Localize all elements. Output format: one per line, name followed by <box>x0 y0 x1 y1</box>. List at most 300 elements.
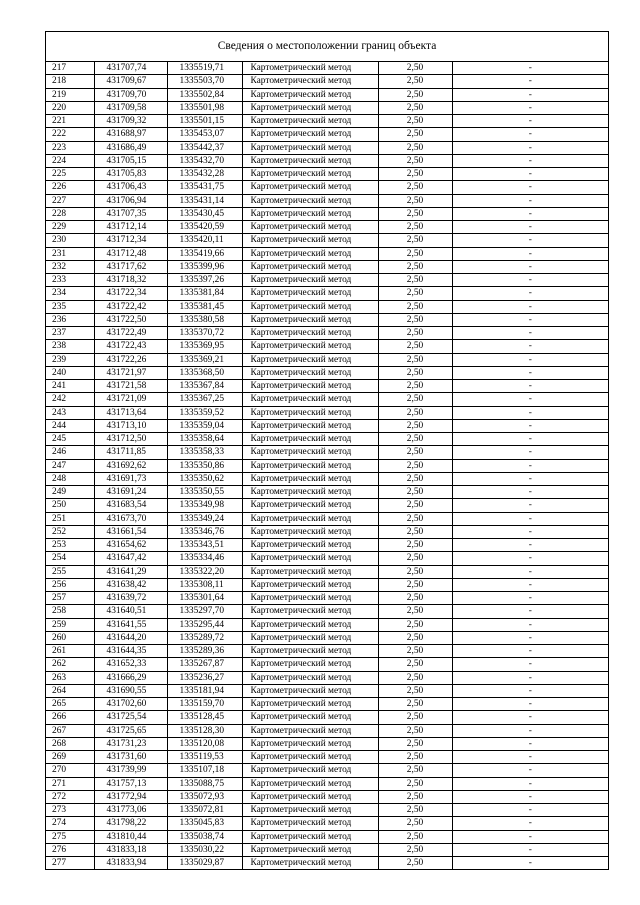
point-number-cell: 271 <box>46 777 94 790</box>
y-coordinate-cell: 1335420,11 <box>167 234 242 247</box>
method-cell: Картометрический метод <box>242 857 378 870</box>
point-number-cell: 250 <box>46 499 94 512</box>
method-cell: Картометрический метод <box>242 274 378 287</box>
x-coordinate-cell: 431712,50 <box>94 433 167 446</box>
description-cell: - <box>452 671 608 684</box>
accuracy-cell: 2,50 <box>378 790 452 803</box>
point-number-cell: 253 <box>46 539 94 552</box>
accuracy-cell: 2,50 <box>378 393 452 406</box>
method-cell: Картометрический метод <box>242 605 378 618</box>
table-row <box>46 684 608 697</box>
method-cell: Картометрический метод <box>242 313 378 326</box>
y-coordinate-cell: 1335128,30 <box>167 724 242 737</box>
method-cell: Картометрический метод <box>242 671 378 684</box>
point-number-cell: 274 <box>46 817 94 830</box>
method-cell: Картометрический метод <box>242 790 378 803</box>
y-coordinate-cell: 1335501,98 <box>167 101 242 114</box>
accuracy-cell: 2,50 <box>378 764 452 777</box>
y-coordinate-cell: 1335502,84 <box>167 88 242 101</box>
accuracy-cell: 2,50 <box>378 552 452 565</box>
description-cell: - <box>452 327 608 340</box>
y-coordinate-cell: 1335369,21 <box>167 353 242 366</box>
table-row <box>46 101 608 114</box>
table-row <box>46 221 608 234</box>
y-coordinate-cell: 1335128,45 <box>167 711 242 724</box>
y-coordinate-cell: 1335370,72 <box>167 327 242 340</box>
point-number-cell: 222 <box>46 128 94 141</box>
description-cell: - <box>452 777 608 790</box>
table-row <box>46 327 608 340</box>
method-cell: Картометрический метод <box>242 751 378 764</box>
x-coordinate-cell: 431709,67 <box>94 75 167 88</box>
accuracy-cell: 2,50 <box>378 419 452 432</box>
x-coordinate-cell: 431654,62 <box>94 539 167 552</box>
accuracy-cell: 2,50 <box>378 287 452 300</box>
method-cell: Картометрический метод <box>242 207 378 220</box>
table-row <box>46 618 608 631</box>
description-cell: - <box>452 207 608 220</box>
point-number-cell: 241 <box>46 380 94 393</box>
table-row <box>46 578 608 591</box>
x-coordinate-cell: 431709,32 <box>94 115 167 128</box>
x-coordinate-cell: 431722,34 <box>94 287 167 300</box>
x-coordinate-cell: 431707,74 <box>94 62 167 75</box>
y-coordinate-cell: 1335358,64 <box>167 433 242 446</box>
point-number-cell: 219 <box>46 88 94 101</box>
x-coordinate-cell: 431638,42 <box>94 578 167 591</box>
point-number-cell: 221 <box>46 115 94 128</box>
description-cell: - <box>452 751 608 764</box>
method-cell: Картометрический метод <box>242 499 378 512</box>
x-coordinate-cell: 431713,64 <box>94 406 167 419</box>
accuracy-cell: 2,50 <box>378 539 452 552</box>
table-row <box>46 287 608 300</box>
description-cell: - <box>452 804 608 817</box>
accuracy-cell: 2,50 <box>378 804 452 817</box>
table-row <box>46 340 608 353</box>
accuracy-cell: 2,50 <box>378 221 452 234</box>
x-coordinate-cell: 431717,62 <box>94 260 167 273</box>
accuracy-cell: 2,50 <box>378 671 452 684</box>
y-coordinate-cell: 1335432,70 <box>167 154 242 167</box>
method-cell: Картометрический метод <box>242 565 378 578</box>
table-row <box>46 525 608 538</box>
description-cell: - <box>452 101 608 114</box>
method-cell: Картометрический метод <box>242 552 378 565</box>
accuracy-cell: 2,50 <box>378 260 452 273</box>
point-number-cell: 267 <box>46 724 94 737</box>
table-row <box>46 75 608 88</box>
x-coordinate-cell: 431686,49 <box>94 141 167 154</box>
y-coordinate-cell: 1335322,20 <box>167 565 242 578</box>
x-coordinate-cell: 431709,70 <box>94 88 167 101</box>
point-number-cell: 223 <box>46 141 94 154</box>
accuracy-cell: 2,50 <box>378 274 452 287</box>
method-cell: Картометрический метод <box>242 419 378 432</box>
x-coordinate-cell: 431707,35 <box>94 207 167 220</box>
x-coordinate-cell: 431772,94 <box>94 790 167 803</box>
accuracy-cell: 2,50 <box>378 830 452 843</box>
description-cell: - <box>452 486 608 499</box>
table-row <box>46 247 608 260</box>
table-row <box>46 777 608 790</box>
point-number-cell: 249 <box>46 486 94 499</box>
point-number-cell: 257 <box>46 592 94 605</box>
table-row <box>46 393 608 406</box>
description-cell: - <box>452 168 608 181</box>
point-number-cell: 251 <box>46 512 94 525</box>
table-row <box>46 168 608 181</box>
method-cell: Картометрический метод <box>242 393 378 406</box>
description-cell: - <box>452 711 608 724</box>
y-coordinate-cell: 1335289,72 <box>167 631 242 644</box>
x-coordinate-cell: 431644,35 <box>94 645 167 658</box>
accuracy-cell: 2,50 <box>378 406 452 419</box>
description-cell: - <box>452 62 608 75</box>
y-coordinate-cell: 1335349,24 <box>167 512 242 525</box>
description-cell: - <box>452 353 608 366</box>
description-cell: - <box>452 764 608 777</box>
x-coordinate-cell: 431718,32 <box>94 274 167 287</box>
description-cell: - <box>452 459 608 472</box>
method-cell: Картометрический метод <box>242 115 378 128</box>
y-coordinate-cell: 1335399,96 <box>167 260 242 273</box>
point-number-cell: 217 <box>46 62 94 75</box>
point-number-cell: 233 <box>46 274 94 287</box>
x-coordinate-cell: 431644,20 <box>94 631 167 644</box>
description-cell: - <box>452 154 608 167</box>
accuracy-cell: 2,50 <box>378 141 452 154</box>
method-cell: Картометрический метод <box>242 75 378 88</box>
description-cell: - <box>452 565 608 578</box>
description-cell: - <box>452 433 608 446</box>
method-cell: Картометрический метод <box>242 101 378 114</box>
method-cell: Картометрический метод <box>242 817 378 830</box>
description-cell: - <box>452 313 608 326</box>
x-coordinate-cell: 431666,29 <box>94 671 167 684</box>
y-coordinate-cell: 1335367,84 <box>167 380 242 393</box>
x-coordinate-cell: 431692,62 <box>94 459 167 472</box>
table-row <box>46 62 608 75</box>
table-row <box>46 737 608 750</box>
y-coordinate-cell: 1335236,27 <box>167 671 242 684</box>
description-cell: - <box>452 618 608 631</box>
point-number-cell: 246 <box>46 446 94 459</box>
description-cell: - <box>452 75 608 88</box>
table-row <box>46 380 608 393</box>
description-cell: - <box>452 115 608 128</box>
x-coordinate-cell: 431661,54 <box>94 525 167 538</box>
point-number-cell: 230 <box>46 234 94 247</box>
table-row <box>46 154 608 167</box>
table-row <box>46 433 608 446</box>
y-coordinate-cell: 1335380,58 <box>167 313 242 326</box>
x-coordinate-cell: 431641,29 <box>94 565 167 578</box>
method-cell: Картометрический метод <box>242 168 378 181</box>
point-number-cell: 225 <box>46 168 94 181</box>
method-cell: Картометрический метод <box>242 592 378 605</box>
y-coordinate-cell: 1335350,86 <box>167 459 242 472</box>
method-cell: Картометрический метод <box>242 658 378 671</box>
accuracy-cell: 2,50 <box>378 605 452 618</box>
y-coordinate-cell: 1335350,55 <box>167 486 242 499</box>
y-coordinate-cell: 1335419,66 <box>167 247 242 260</box>
x-coordinate-cell: 431712,34 <box>94 234 167 247</box>
point-number-cell: 226 <box>46 181 94 194</box>
y-coordinate-cell: 1335397,26 <box>167 274 242 287</box>
point-number-cell: 224 <box>46 154 94 167</box>
y-coordinate-cell: 1335343,51 <box>167 539 242 552</box>
table-row <box>46 194 608 207</box>
point-number-cell: 269 <box>46 751 94 764</box>
accuracy-cell: 2,50 <box>378 499 452 512</box>
x-coordinate-cell: 431652,33 <box>94 658 167 671</box>
point-number-cell: 262 <box>46 658 94 671</box>
y-coordinate-cell: 1335430,45 <box>167 207 242 220</box>
y-coordinate-cell: 1335045,83 <box>167 817 242 830</box>
x-coordinate-cell: 431773,06 <box>94 804 167 817</box>
method-cell: Картометрический метод <box>242 830 378 843</box>
method-cell: Картометрический метод <box>242 433 378 446</box>
accuracy-cell: 2,50 <box>378 711 452 724</box>
point-number-cell: 235 <box>46 300 94 313</box>
method-cell: Картометрический метод <box>242 645 378 658</box>
table-row <box>46 790 608 803</box>
table-row <box>46 539 608 552</box>
point-number-cell: 242 <box>46 393 94 406</box>
description-cell: - <box>452 380 608 393</box>
table-row <box>46 804 608 817</box>
table-row <box>46 724 608 737</box>
accuracy-cell: 2,50 <box>378 168 452 181</box>
method-cell: Картометрический метод <box>242 472 378 485</box>
accuracy-cell: 2,50 <box>378 62 452 75</box>
y-coordinate-cell: 1335289,36 <box>167 645 242 658</box>
table-row <box>46 658 608 671</box>
y-coordinate-cell: 1335038,74 <box>167 830 242 843</box>
table-row <box>46 843 608 856</box>
accuracy-cell: 2,50 <box>378 115 452 128</box>
point-number-cell: 263 <box>46 671 94 684</box>
point-number-cell: 247 <box>46 459 94 472</box>
y-coordinate-cell: 1335072,93 <box>167 790 242 803</box>
y-coordinate-cell: 1335432,28 <box>167 168 242 181</box>
point-number-cell: 277 <box>46 857 94 870</box>
method-cell: Картометрический метод <box>242 181 378 194</box>
x-coordinate-cell: 431673,70 <box>94 512 167 525</box>
method-cell: Картометрический метод <box>242 843 378 856</box>
point-number-cell: 256 <box>46 578 94 591</box>
description-cell: - <box>452 128 608 141</box>
point-number-cell: 220 <box>46 101 94 114</box>
accuracy-cell: 2,50 <box>378 340 452 353</box>
x-coordinate-cell: 431731,23 <box>94 737 167 750</box>
accuracy-cell: 2,50 <box>378 472 452 485</box>
method-cell: Картометрический метод <box>242 724 378 737</box>
x-coordinate-cell: 431725,54 <box>94 711 167 724</box>
method-cell: Картометрический метод <box>242 631 378 644</box>
method-cell: Картометрический метод <box>242 300 378 313</box>
table-row <box>46 830 608 843</box>
method-cell: Картометрический метод <box>242 539 378 552</box>
description-cell: - <box>452 300 608 313</box>
accuracy-cell: 2,50 <box>378 658 452 671</box>
point-number-cell: 266 <box>46 711 94 724</box>
point-number-cell: 218 <box>46 75 94 88</box>
accuracy-cell: 2,50 <box>378 684 452 697</box>
description-cell: - <box>452 698 608 711</box>
x-coordinate-cell: 431691,73 <box>94 472 167 485</box>
accuracy-cell: 2,50 <box>378 207 452 220</box>
y-coordinate-cell: 1335358,33 <box>167 446 242 459</box>
y-coordinate-cell: 1335119,53 <box>167 751 242 764</box>
description-cell: - <box>452 446 608 459</box>
point-number-cell: 254 <box>46 552 94 565</box>
accuracy-cell: 2,50 <box>378 75 452 88</box>
point-number-cell: 243 <box>46 406 94 419</box>
y-coordinate-cell: 1335350,62 <box>167 472 242 485</box>
method-cell: Картометрический метод <box>242 221 378 234</box>
table-row <box>46 751 608 764</box>
accuracy-cell: 2,50 <box>378 327 452 340</box>
table-row <box>46 499 608 512</box>
x-coordinate-cell: 431833,94 <box>94 857 167 870</box>
table-row <box>46 459 608 472</box>
y-coordinate-cell: 1335381,45 <box>167 300 242 313</box>
description-cell: - <box>452 472 608 485</box>
x-coordinate-cell: 431721,58 <box>94 380 167 393</box>
point-number-cell: 268 <box>46 737 94 750</box>
description-cell: - <box>452 684 608 697</box>
point-number-cell: 227 <box>46 194 94 207</box>
y-coordinate-cell: 1335359,52 <box>167 406 242 419</box>
point-number-cell: 237 <box>46 327 94 340</box>
description-cell: - <box>452 221 608 234</box>
accuracy-cell: 2,50 <box>378 724 452 737</box>
method-cell: Картометрический метод <box>242 287 378 300</box>
table-row <box>46 406 608 419</box>
y-coordinate-cell: 1335072,81 <box>167 804 242 817</box>
y-coordinate-cell: 1335367,25 <box>167 393 242 406</box>
description-cell: - <box>452 817 608 830</box>
x-coordinate-cell: 431739,99 <box>94 764 167 777</box>
method-cell: Картометрический метод <box>242 711 378 724</box>
description-cell: - <box>452 274 608 287</box>
point-number-cell: 276 <box>46 843 94 856</box>
point-number-cell: 248 <box>46 472 94 485</box>
table-title: Сведения о местоположении границ объекта <box>46 32 608 62</box>
y-coordinate-cell: 1335267,87 <box>167 658 242 671</box>
y-coordinate-cell: 1335381,84 <box>167 287 242 300</box>
description-cell: - <box>452 194 608 207</box>
table-row <box>46 260 608 273</box>
accuracy-cell: 2,50 <box>378 631 452 644</box>
method-cell: Картометрический метод <box>242 128 378 141</box>
accuracy-cell: 2,50 <box>378 618 452 631</box>
accuracy-cell: 2,50 <box>378 366 452 379</box>
method-cell: Картометрический метод <box>242 247 378 260</box>
x-coordinate-cell: 431721,97 <box>94 366 167 379</box>
y-coordinate-cell: 1335120,08 <box>167 737 242 750</box>
x-coordinate-cell: 431731,60 <box>94 751 167 764</box>
y-coordinate-cell: 1335359,04 <box>167 419 242 432</box>
description-cell: - <box>452 539 608 552</box>
method-cell: Картометрический метод <box>242 327 378 340</box>
table-row <box>46 512 608 525</box>
accuracy-cell: 2,50 <box>378 88 452 101</box>
x-coordinate-cell: 431639,72 <box>94 592 167 605</box>
y-coordinate-cell: 1335453,07 <box>167 128 242 141</box>
y-coordinate-cell: 1335107,18 <box>167 764 242 777</box>
point-number-cell: 272 <box>46 790 94 803</box>
table-row <box>46 552 608 565</box>
description-cell: - <box>452 857 608 870</box>
table-row <box>46 207 608 220</box>
y-coordinate-cell: 1335431,75 <box>167 181 242 194</box>
accuracy-cell: 2,50 <box>378 247 452 260</box>
accuracy-cell: 2,50 <box>378 446 452 459</box>
description-cell: - <box>452 525 608 538</box>
table-row <box>46 234 608 247</box>
description-cell: - <box>452 631 608 644</box>
table-row <box>46 698 608 711</box>
method-cell: Картометрический метод <box>242 88 378 101</box>
method-cell: Картометрический метод <box>242 578 378 591</box>
accuracy-cell: 2,50 <box>378 565 452 578</box>
accuracy-cell: 2,50 <box>378 300 452 313</box>
point-number-cell: 265 <box>46 698 94 711</box>
point-number-cell: 244 <box>46 419 94 432</box>
method-cell: Картометрический метод <box>242 353 378 366</box>
x-coordinate-cell: 431722,42 <box>94 300 167 313</box>
method-cell: Картометрический метод <box>242 512 378 525</box>
point-number-cell: 228 <box>46 207 94 220</box>
table-row <box>46 366 608 379</box>
table-row <box>46 141 608 154</box>
table-row <box>46 857 608 870</box>
point-number-cell: 239 <box>46 353 94 366</box>
x-coordinate-cell: 431757,13 <box>94 777 167 790</box>
x-coordinate-cell: 431691,24 <box>94 486 167 499</box>
x-coordinate-cell: 431713,10 <box>94 419 167 432</box>
x-coordinate-cell: 431798,22 <box>94 817 167 830</box>
method-cell: Картометрический метод <box>242 804 378 817</box>
accuracy-cell: 2,50 <box>378 128 452 141</box>
x-coordinate-cell: 431705,83 <box>94 168 167 181</box>
method-cell: Картометрический метод <box>242 525 378 538</box>
x-coordinate-cell: 431833,18 <box>94 843 167 856</box>
accuracy-cell: 2,50 <box>378 525 452 538</box>
point-number-cell: 273 <box>46 804 94 817</box>
method-cell: Картометрический метод <box>242 446 378 459</box>
table-row <box>46 274 608 287</box>
x-coordinate-cell: 431690,55 <box>94 684 167 697</box>
accuracy-cell: 2,50 <box>378 313 452 326</box>
description-cell: - <box>452 843 608 856</box>
description-cell: - <box>452 419 608 432</box>
accuracy-cell: 2,50 <box>378 194 452 207</box>
point-number-cell: 258 <box>46 605 94 618</box>
x-coordinate-cell: 431722,43 <box>94 340 167 353</box>
accuracy-cell: 2,50 <box>378 459 452 472</box>
y-coordinate-cell: 1335295,44 <box>167 618 242 631</box>
table-row <box>46 817 608 830</box>
x-coordinate-cell: 431705,15 <box>94 154 167 167</box>
point-number-cell: 229 <box>46 221 94 234</box>
y-coordinate-cell: 1335369,95 <box>167 340 242 353</box>
description-cell: - <box>452 260 608 273</box>
x-coordinate-cell: 431709,58 <box>94 101 167 114</box>
